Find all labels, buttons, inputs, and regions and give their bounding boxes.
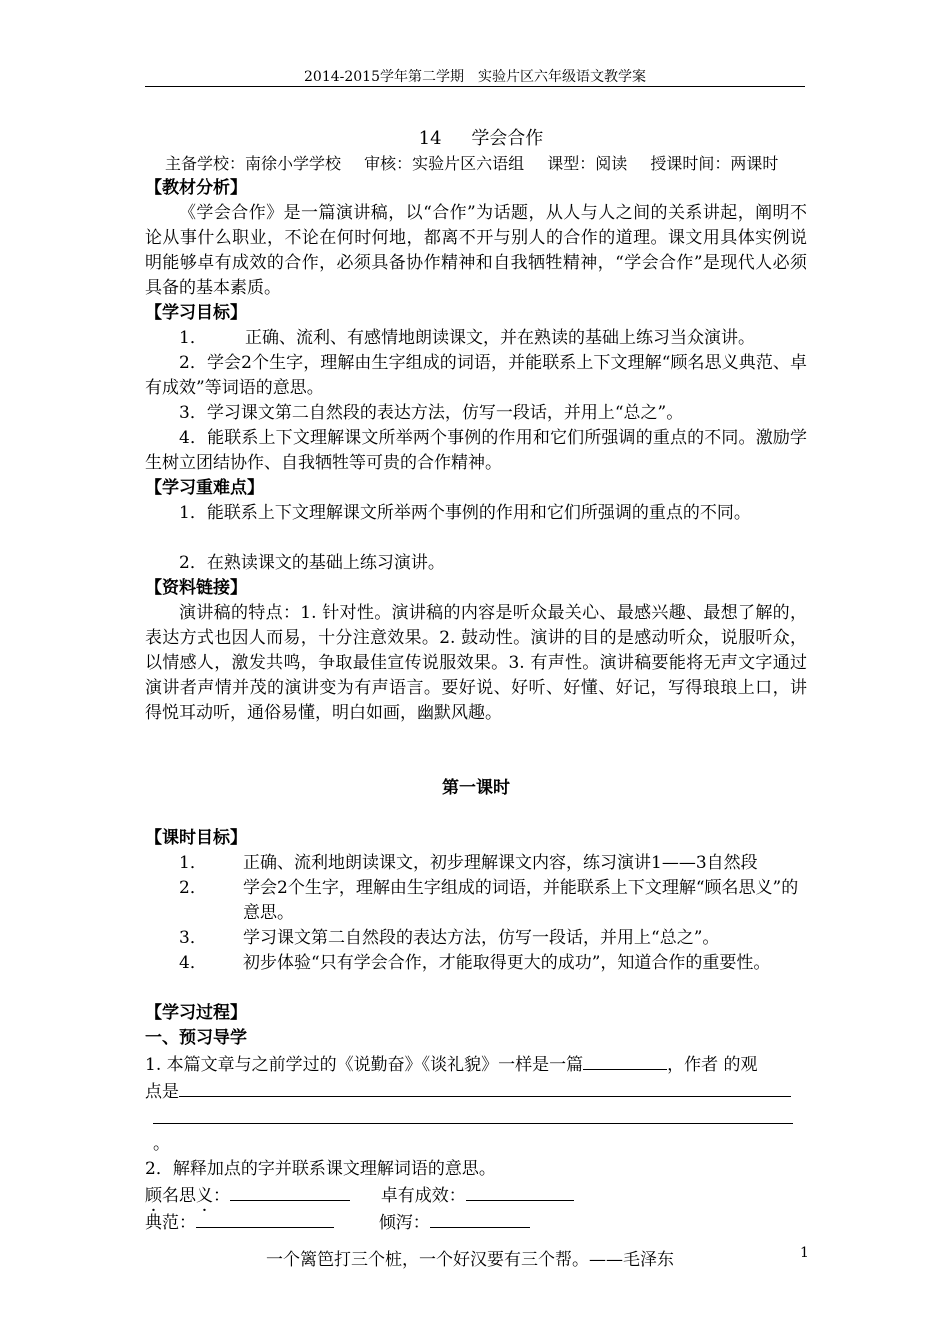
answer-blank[interactable] (430, 1209, 530, 1228)
lesson-goal-item: 2． 学会2个生字，理解由生字组成的词语，并能联系上下文理解“顾名思义”的意思。 (179, 878, 799, 923)
dotted-char: 义 (196, 1186, 213, 1206)
analysis-text: 《学会合作》是一篇演讲稿，以“合作”为话题，从人与人之间的关系讲起，阐明不论从事什么职业，不论在何时何地，都离不开与别人的合作的道理。课文用具体实例说明能够卓有成效的合作，必须具备协作精神和自我牺牲精神，“学会合作”是现代人必须具备的基本素质。 (145, 203, 807, 298)
goal-item: 2．学会2个生字，理解由生字组成的词语，并能联系上下文理解“顾名思义典范、卓有成效”等词语的意思。 (145, 353, 807, 398)
goal-item: 1． 正确、流利、有感情地朗读课文，并在熟读的基础上练习当众演讲。 (179, 328, 755, 348)
answer-blank[interactable] (583, 1051, 667, 1070)
meta-time: 授课时间：两课时 (650, 154, 779, 173)
goal-item: 4．能联系上下文理解课文所举两个事例的作用和它们所强调的重点的不同。激励学生树立团结协作、自我牺牲等可贵的合作精神。 (145, 428, 807, 473)
analysis-heading: 【教材分析】 (145, 178, 247, 198)
lesson-number: 14 (418, 128, 442, 149)
difficulty-item: 2．在熟读课文的基础上练习演讲。 (179, 553, 445, 573)
header-rule (145, 86, 805, 87)
content (145, 126, 807, 1236)
answer-blank[interactable] (196, 1209, 334, 1228)
page-number: 1 (800, 1245, 809, 1261)
lesson-goal-item: 3． 学习课文第二自然段的表达方法，仿写一段话，并用上“总之”。 (179, 928, 720, 948)
question-1: 1. 本篇文章与之前学过的《说勤奋》《谈礼貌》一样是一篇 ，作者 的观 (145, 1051, 807, 1078)
goals-heading: 【学习目标】 (145, 303, 247, 323)
footer-quote: 一个篱笆打三个桩，一个好汉要有三个帮。——毛泽东 (266, 1250, 674, 1270)
answer-blank[interactable] (179, 1078, 791, 1097)
preview-subheading: 一、预习导学 (145, 1028, 247, 1048)
lesson-goals-heading: 【课时目标】 (145, 828, 247, 848)
meta-review: 审核：实验片区六语组 (364, 154, 525, 173)
page-header: 2014-2015学年第二学期 实验片区六年级语文教学案 (304, 69, 646, 85)
lesson-title (155, 126, 807, 151)
answer-blank[interactable] (466, 1182, 574, 1201)
question-1-line: 点是 (145, 1078, 807, 1105)
resource-text: 演讲稿的特点：1. 针对性。演讲稿的内容是听众最关心、最感兴趣、最想了解的，表达方式也因人而易，十分注意效果。2. 鼓动性。演讲的目的是感动听众，说服听众，以情感人，激发共鸣，争取最佳宣传说服效果。3. 有声性。演讲稿要能将无声文字通过演讲者声情并茂的演讲变为有声语言。要好说、好听、好懂、好记，写得琅琅上口，讲得悦耳动听，通俗易懂，明白如画，幽默风趣。 (145, 603, 807, 723)
word-row: 典范： 倾泻： (145, 1209, 807, 1236)
word-row: 顾名思义： 卓有成效： (145, 1182, 807, 1209)
question-1-line2: 。 (145, 1105, 807, 1157)
answer-blank[interactable] (230, 1182, 350, 1201)
goal-item: 3．学习课文第二自然段的表达方法，仿写一段话，并用上“总之”。 (179, 403, 684, 423)
dotted-char: 顾 (145, 1186, 162, 1206)
resource-heading: 【资料链接】 (145, 578, 247, 598)
meta-type: 课型：阅读 (547, 154, 628, 173)
answer-blank[interactable] (153, 1105, 793, 1124)
process-heading: 【学习过程】 (145, 1003, 247, 1023)
difficulty-item: 1．能联系上下文理解课文所举两个事例的作用和它们所强调的重点的不同。 (179, 503, 751, 523)
question-2: 2．解释加点的字并联系课文理解词语的意思。 (145, 1159, 496, 1179)
lesson-goal-item: 4． 初步体验“只有学会合作，才能取得更大的成功”，知道合作的重要性。 (179, 953, 771, 973)
lesson-name: 学会合作 (471, 128, 544, 149)
lesson-one-heading: 第一课时 (442, 778, 510, 798)
lesson-meta (165, 151, 807, 176)
lesson-goal-item: 1． 正确、流利地朗读课文，初步理解课文内容，练习演讲1——3自然段 (179, 853, 758, 873)
meta-school: 主备学校：南徐小学学校 (165, 154, 342, 173)
difficulty-heading: 【学习重难点】 (145, 478, 264, 498)
